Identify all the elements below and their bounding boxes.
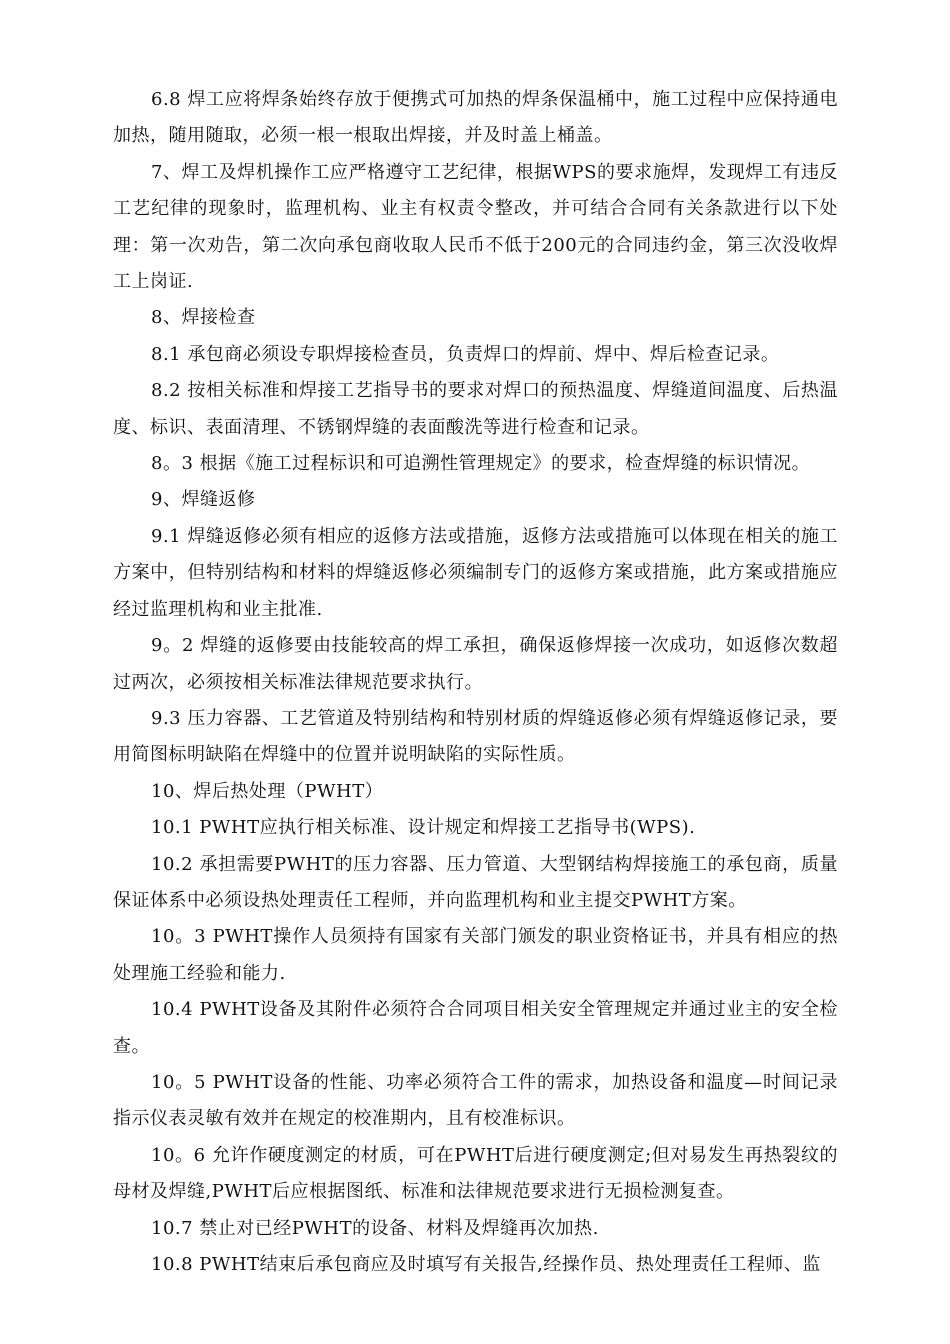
paragraph-9-1: 9.1 焊缝返修必须有相应的返修方法或措施，返修方法或措施可以体现在相关的施工方案中，但特别结构和材料的焊缝返修必须编制专门的返修方案或措施，此方案或措施应经过监理机构和业主批准. bbox=[113, 525, 838, 620]
section-heading-8: 8、焊接检查 bbox=[151, 307, 256, 329]
paragraph-10-4: 10.4 PWHT设备及其附件必须符合合同项目相关安全管理规定并通过业主的安全检查。 bbox=[113, 999, 838, 1057]
paragraph-6-8: 6.8 焊工应将焊条始终存放于便携式可加热的焊条保温桶中，施工过程中应保持通电加热，随用随取，必须一根一根取出焊接，并及时盖上桶盖。 bbox=[113, 89, 838, 147]
paragraph-9-2: 9。2 焊缝的返修要由技能较高的焊工承担，确保返修焊接一次成功，如返修次数超过两次，必须按相关标准法律规范要求执行。 bbox=[113, 635, 838, 693]
paragraph-7: 7、焊工及焊机操作工应严格遵守工艺纪律，根据WPS的要求施焊，发现焊工有违反工艺纪律的现象时，监理机构、业主有权责令整改，并可结合合同有关条款进行以下处理：第一次劝告，第二次向承包商收取人民币不低于200元的合同违约金，第三次没收焊工上岗证. bbox=[113, 161, 838, 293]
paragraph-8-2: 8.2 按相关标准和焊接工艺指导书的要求对焊口的预热温度、焊缝道间温度、后热温度、标识、表面清理、不锈钢焊缝的表面酸洗等进行检查和记录。 bbox=[113, 380, 838, 438]
paragraph-10-2: 10.2 承担需要PWHT的压力容器、压力管道、大型钢结构焊接施工的承包商，质量保证体系中必须设热处理责任工程师，并向监理机构和业主提交PWHT方案。 bbox=[113, 853, 838, 911]
paragraph-8-1: 8.1 承包商必须设专职焊接检查员，负责焊口的焊前、焊中、焊后检查记录。 bbox=[151, 343, 780, 365]
paragraph-10-6: 10。6 允许作硬度测定的材质，可在PWHT后进行硬度测定;但对易发生再热裂纹的母材及焊缝,PWHT后应根据图纸、标准和法律规范要求进行无损检测复查。 bbox=[113, 1144, 838, 1203]
paragraph-10-5: 10。5 PWHT设备的性能、功率必须符合工件的需求，加热设备和温度—时间记录指示仪表灵敏有效并在规定的校准期内，且有校准标识。 bbox=[113, 1071, 838, 1130]
paragraph-10-7: 10.7 禁止对已经PWHT的设备、材料及焊缝再次加热. bbox=[151, 1217, 599, 1239]
document-body bbox=[113, 82, 838, 1283]
paragraph-10-3: 10。3 PWHT操作人员须持有国家有关部门颁发的职业资格证书，并具有相应的热处理施工经验和能力. bbox=[113, 926, 838, 984]
section-heading-9: 9、焊缝返修 bbox=[151, 489, 256, 511]
paragraph-10-1: 10.1 PWHT应执行相关标准、设计规定和焊接工艺指导书(WPS). bbox=[151, 817, 696, 839]
paragraph-10-8: 10.8 PWHT结束后承包商应及时填写有关报告,经操作员、热处理责任工程师、监 bbox=[151, 1254, 821, 1275]
paragraph-8-3: 8。3 根据《施工过程标识和可追溯性管理规定》的要求，检查焊缝的标识情况。 bbox=[151, 453, 811, 475]
section-heading-10: 10、焊后热处理（PWHT） bbox=[151, 780, 384, 802]
paragraph-9-3: 9.3 压力容器、工艺管道及特别结构和特别材质的焊缝返修必须有焊缝返修记录，要用简图标明缺陷在焊缝中的位置并说明缺陷的实际性质。 bbox=[113, 707, 838, 766]
